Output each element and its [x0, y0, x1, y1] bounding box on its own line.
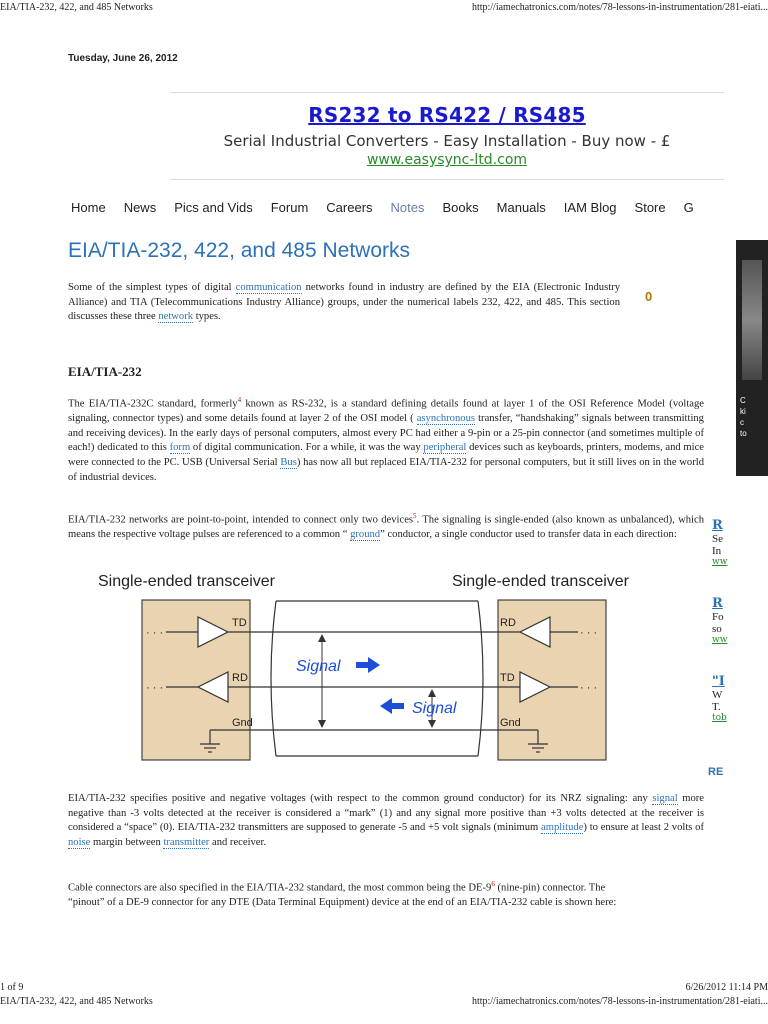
sidebar-ad-line: In [712, 545, 722, 557]
sidebar-ad-title[interactable]: R [712, 596, 723, 611]
arrowhead [428, 720, 436, 728]
sidebar-ad-url[interactable]: ww [712, 635, 728, 645]
sidebar-ad-url[interactable]: tob [712, 713, 727, 723]
text: and receiver. [209, 836, 267, 848]
text: (nine-pin) connector. The “pinout” of a DE-9 connector for any DTE (Data Terminal Equipment) device at the end of an EIA/TIA-232 cable is shown here: [68, 882, 617, 909]
sidebar-re-link[interactable]: RE [708, 766, 724, 778]
nav-item-store[interactable]: Store [634, 200, 666, 215]
counter-badge: 0 [645, 289, 653, 304]
arrowhead [318, 720, 326, 728]
dots-label: · · · [146, 627, 164, 639]
left-transceiver-heading: Single-ended transceiver [98, 573, 275, 590]
text: Cable connectors are also specified in the EIA/TIA-232 standard, the most common being the DE-9 [68, 882, 492, 894]
link-transmitter[interactable]: transmitter [163, 836, 210, 848]
sidebar-image-ad[interactable] [736, 240, 768, 476]
link-ground[interactable]: ground [350, 529, 381, 541]
text: Some of the simplest types of digital [68, 282, 236, 293]
ad-banner[interactable] [170, 92, 724, 180]
nav-item-g[interactable]: G [683, 200, 694, 215]
right-gnd-label: Gnd [500, 717, 521, 729]
cable-left-end [271, 601, 276, 756]
link-amplitude[interactable]: amplitude [541, 822, 584, 834]
signal-label-return: Signal [412, 700, 457, 717]
footnote-link[interactable]: 4 [237, 396, 242, 404]
page-date: Tuesday, June 26, 2012 [68, 53, 178, 64]
arrowhead [318, 634, 326, 642]
dots-label: · · · [580, 627, 598, 639]
browser-url-bottom: http://iamechatronics.com/notes/78-lessons-in-instrumentation/281-eiati... [471, 996, 768, 1007]
ad-title-link[interactable]: RS232 to RS422 / RS485 [308, 103, 586, 127]
sidebar-ad-title[interactable]: R [712, 518, 723, 533]
dots-label: · · · [580, 682, 598, 694]
sidebar-ad-line: Fo [712, 611, 724, 623]
nav-item-notes[interactable]: Notes [390, 200, 425, 215]
ad-url-link[interactable]: www.easysync-ltd.com [366, 152, 528, 168]
single-ended-transceiver-diagram [90, 568, 630, 768]
text: EIA/TIA-232 networks are point-to-point, intended to connect only two devices [68, 514, 414, 526]
cable-right-end [478, 601, 483, 756]
sidebar-ad-line: so [712, 623, 722, 635]
nav-item-home[interactable]: Home [71, 200, 106, 215]
left-gnd-label: Gnd [232, 717, 253, 729]
footnote-link[interactable]: 6 [491, 880, 495, 888]
text: ) to ensure at least 2 volts of [583, 822, 704, 834]
right-transceiver-heading: Single-ended transceiver [452, 573, 629, 590]
left-td-label: TD [232, 617, 247, 629]
text: networks found in industry are defined by the EIA (Electronic Industry Alliance) and TIA (Telecommunications Industry Alliance) groups, under the numerical labels 232, 422, and 485. This section discusses these three [68, 282, 620, 323]
text: to [740, 429, 747, 438]
sidebar-ad-title[interactable]: "I [712, 674, 725, 689]
signal-label-forward: Signal [296, 658, 341, 675]
sidebar-image-ad-text [740, 395, 747, 439]
nav-item-iam-blog[interactable]: IAM Blog [563, 200, 617, 215]
nav-item-manuals[interactable]: Manuals [496, 200, 546, 215]
browser-url-top: http://iamechatronics.com/notes/78-lessons-in-instrumentation/281-eiati... [471, 2, 768, 13]
signal-arrow-right [356, 657, 380, 673]
text: The EIA/TIA-232C standard, formerly [68, 398, 238, 410]
text: . The signaling is single-ended (also known as unbalanced), which means the respective voltage pulses are referenced to a common “ [68, 514, 704, 541]
paragraph-rs232-intro [68, 393, 704, 485]
nav-item-careers[interactable]: Careers [326, 200, 373, 215]
dots-label: · · · [146, 682, 164, 694]
text: devices such as keyboards, printers, modems, and mice were connected to the PC. USB (Universal Serial [68, 442, 704, 468]
text: c [740, 418, 744, 427]
ad-subtitle: Serial Industrial Converters - Easy Installation - Buy now - £ [223, 132, 671, 150]
text: margin between [90, 836, 164, 848]
sidebar-ad-line: T. [712, 701, 721, 713]
paragraph-connectors [68, 877, 624, 911]
text: ki [740, 407, 746, 416]
print-timestamp: 6/26/2012 11:14 PM [685, 982, 768, 993]
paragraph-point-to-point [68, 509, 704, 543]
article-title: EIA/TIA-232, 422, and 485 Networks [68, 239, 411, 262]
link-signal[interactable]: signal [652, 793, 678, 804]
sidebar-ad-1[interactable] [712, 518, 727, 567]
text: ) has now all but replaced EIA/TIA-232 for personal computers, but it still lives on in the world of industrial devices. [68, 456, 704, 483]
section-heading: EIA/TIA-232 [68, 364, 142, 379]
nav-item-pics-and-vids[interactable]: Pics and Vids [174, 200, 253, 215]
ad-image [742, 260, 762, 380]
text: transfer, “handshaking” signals between transmitting and receiving devices). In the early days of personal computers, almost every PC had either a 9-pin or a 25-pin connector (and sometimes multiple of each!) dedicated to this [68, 413, 704, 454]
page-count: 1 of 9 [0, 982, 24, 993]
text: more negative than -3 volts detected at the receiver is considered a “mark” (1) and any signal more positive than +3 volts detected at the receiver is considered a “space” (0). EIA/TIA-232 transmitters are supposed to generate -5 and +5 volt signals (minimum [68, 793, 704, 834]
link-noise[interactable]: noise [68, 836, 91, 848]
link-bus[interactable]: Bus [280, 456, 297, 468]
browser-tab-title-bottom: EIA/TIA-232, 422, and 485 Networks [0, 996, 153, 1007]
right-rd-label: RD [500, 617, 516, 629]
text: EIA/TIA-232 specifies positive and negative voltages (with respect to the common ground conductor) for its NRZ signaling: any [68, 793, 653, 804]
paragraph-voltage-levels [68, 792, 704, 850]
intro-paragraph [68, 281, 620, 325]
signal-arrow-left [380, 698, 404, 714]
main-nav [62, 200, 703, 215]
nav-item-news[interactable]: News [123, 200, 157, 215]
sidebar-ad-url[interactable]: ww [712, 557, 728, 567]
text: known as RS-232, is a standard defining details found at layer 1 of the OSI Reference Model (voltage signaling, connector types) and some details found at layer 2 of the OSI model ( [68, 398, 704, 425]
text: types. [193, 311, 221, 323]
sidebar-ad-2[interactable] [712, 596, 727, 645]
link-network[interactable]: network [158, 311, 194, 323]
sidebar-ad-3[interactable] [712, 674, 727, 723]
link-form[interactable]: form [169, 442, 191, 454]
sidebar-ad-line: W [712, 689, 723, 701]
footnote-link[interactable]: 5 [413, 512, 417, 520]
link-peripheral[interactable]: peripheral [423, 442, 467, 454]
right-td-label: TD [500, 672, 515, 684]
text: ” conductor, a single conductor used to transfer data in each direction: [380, 529, 677, 541]
arrowhead [428, 689, 436, 697]
text: of digital communication. For a while, it was the way [190, 442, 424, 454]
left-rd-label: RD [232, 672, 248, 684]
link-asynchronous[interactable]: asynchronous [416, 413, 475, 425]
nav-item-forum[interactable]: Forum [270, 200, 309, 215]
text: C [740, 396, 746, 405]
browser-tab-title: EIA/TIA-232, 422, and 485 Networks [0, 2, 153, 13]
sidebar-ad-line: Se [712, 533, 723, 545]
nav-item-books[interactable]: Books [442, 200, 479, 215]
link-communication[interactable]: communication [235, 282, 302, 293]
